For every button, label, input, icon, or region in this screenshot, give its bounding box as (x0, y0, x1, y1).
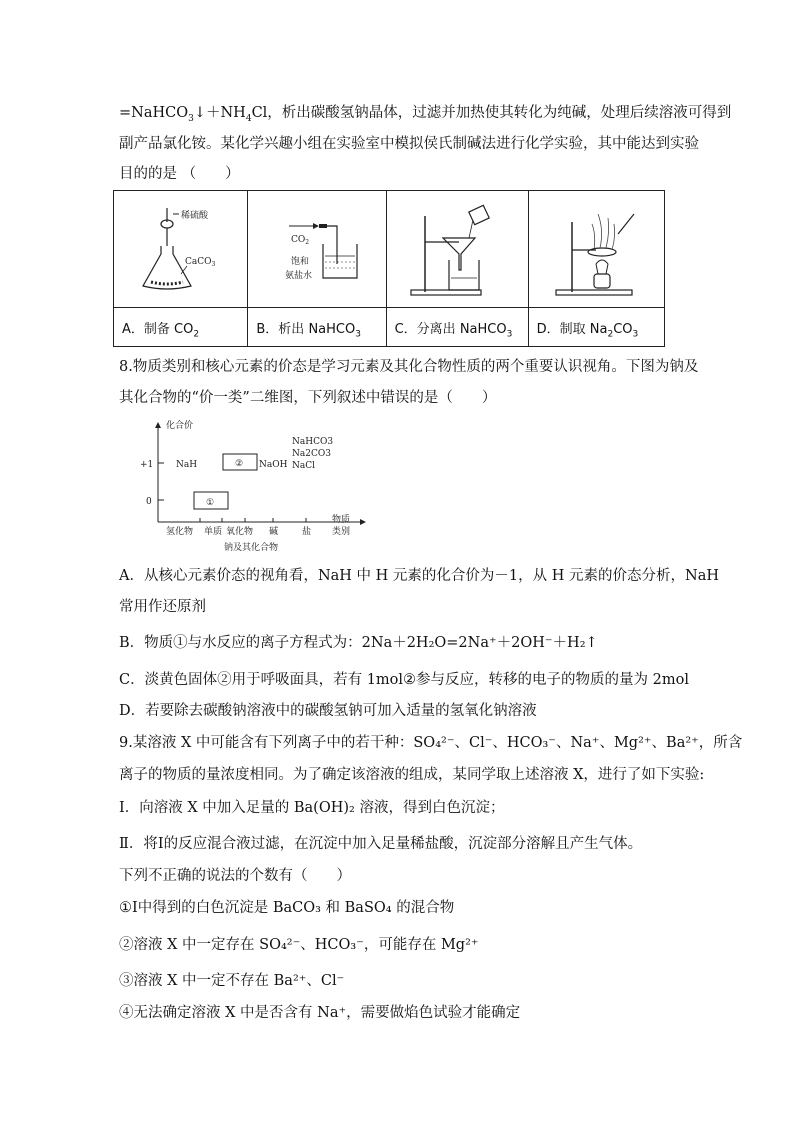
intro-line-2: 副产品氯化铵。某化学兴趣小组在实验室中模拟侯氏制碱法进行化学实验，其中能达到实验 (119, 136, 699, 152)
q8-stem-1: 8.物质类别和核心元素的价态是学习元素及其化合物性质的两个重要认识视角。下图为钠及 (119, 359, 699, 375)
xtick-base: 碱 (269, 527, 279, 537)
ytick-plus1: +1 (140, 460, 154, 470)
salt-nacl: NaCl (292, 461, 316, 471)
xtick-oxide: 氧化物 (226, 527, 254, 537)
liquid-label-1: 饱和 (291, 257, 310, 267)
q9-stem-1: 9.某溶液 X 中可能含有下列离子中的若干种：SO₄²⁻、Cl⁻、HCO₃⁻、Na⁺、Mg²⁺、Ba²⁺，所含 (119, 735, 743, 751)
intro-line-1: $=NaHCO_3↓+NH_4Cl$，析出碳酸氢钠晶体，过滤并加热使其转化为纯碱，处理后续溶液可得到 (119, 105, 732, 124)
q8-option-d: D．若要除去碳酸钠溶液中的碳酸氢钠可加入适量的氢氧化钠溶液 (119, 703, 537, 719)
q9-statement-3: ③溶液 X 中一定不存在 Ba²⁺、Cl⁻ (119, 973, 345, 989)
x-axis-label-1: 物质 (332, 515, 351, 525)
apparatus-d-cell (528, 191, 664, 308)
xtick-salt: 盐 (302, 527, 312, 537)
xtick-element: 单质 (204, 527, 223, 537)
heating-apparatus-icon (536, 194, 656, 304)
valence-class-diagram (140, 420, 370, 555)
gas-label: $CO_2$ (291, 235, 310, 246)
q8-option-b: B．物质①与水反应的离子方程式为：2Na＋2H₂O=2Na⁺＋2OH⁻＋H₂↑ (119, 635, 598, 651)
box-2: ② (235, 459, 244, 469)
option-b-label: B．析出 NaHCO$_3$ (248, 308, 386, 347)
q8-option-a-1: A．从核心元素价态的视角看，NaH 中 H 元素的化合价为－1，从 H 元素的价态分析，NaH (119, 568, 719, 584)
q9-statement-4: ④无法确定溶液 X 中是否含有 Na⁺，需要做焰色试验才能确定 (119, 1005, 521, 1021)
apparatus-c-cell (386, 191, 528, 308)
diagram-caption: 钠及其化合物 (224, 543, 279, 553)
flask-apparatus-icon (121, 194, 241, 304)
q9-statement-1: ①Ⅰ中得到的白色沉淀是 BaCO₃ 和 BaSO₄ 的混合物 (119, 900, 455, 916)
q8-option-c: C．淡黄色固体②用于呼吸面具，若有 1mol②参与反应，转移的电子的物质的量为 2mol (119, 672, 689, 688)
liquid-label-2: 氨盐水 (285, 271, 313, 281)
apparatus-b-cell (248, 191, 386, 308)
x-axis-label-2: 类别 (332, 527, 351, 537)
ytick-0: 0 (146, 497, 152, 507)
point-nah: NaH (176, 460, 198, 470)
apparatus-a-cell (114, 191, 248, 308)
q9-step-2: Ⅱ．将Ⅰ的反应混合液过滤，在沉淀中加入足量稀盐酸，沉淀部分溶解且产生气体。 (119, 836, 643, 852)
filtration-apparatus-icon (397, 194, 517, 304)
option-c-label: C．分离出 NaHCO$_3$ (386, 308, 528, 347)
acid-label: 稀硫酸 (180, 211, 208, 221)
xtick-hydride: 氢化物 (166, 527, 194, 537)
y-axis-label: 化合价 (166, 421, 194, 431)
salt-na2co3: Na2CO3 (292, 449, 331, 459)
options-table (113, 190, 665, 347)
q9-stem-2: 离子的物质的量浓度相同。为了确定该溶液的组成，某同学取上述溶液 X，进行了如下实验: (119, 767, 705, 783)
q9-question: 下列不正确的说法的个数有（ ） (119, 868, 351, 884)
box-1: ① (206, 498, 215, 508)
solid-label: CaCO$_3$ (184, 257, 216, 268)
salt-nahco3: NaHCO3 (292, 437, 334, 447)
option-d-label: D．制取 $Na_2CO_3$ (528, 308, 664, 347)
option-a-label: A．制备 $CO_2$ (114, 308, 248, 347)
q8-stem-2: 其化合物的“价一类”二维图，下列叙述中错误的是（ ） (119, 390, 497, 406)
point-naoh: NaOH (259, 460, 288, 470)
q8-option-a-2: 常用作还原剂 (119, 599, 206, 615)
q9-step-1: Ⅰ．向溶液 X 中加入足量的 Ba(OH)₂ 溶液，得到白色沉淀； (119, 800, 505, 816)
intro-line-3: 目的的是 （ ） (119, 166, 240, 182)
q9-statement-2: ②溶液 X 中一定存在 SO₄²⁻、HCO₃⁻，可能存在 Mg²⁺ (119, 937, 479, 953)
beaker-gas-apparatus-icon (257, 194, 377, 304)
